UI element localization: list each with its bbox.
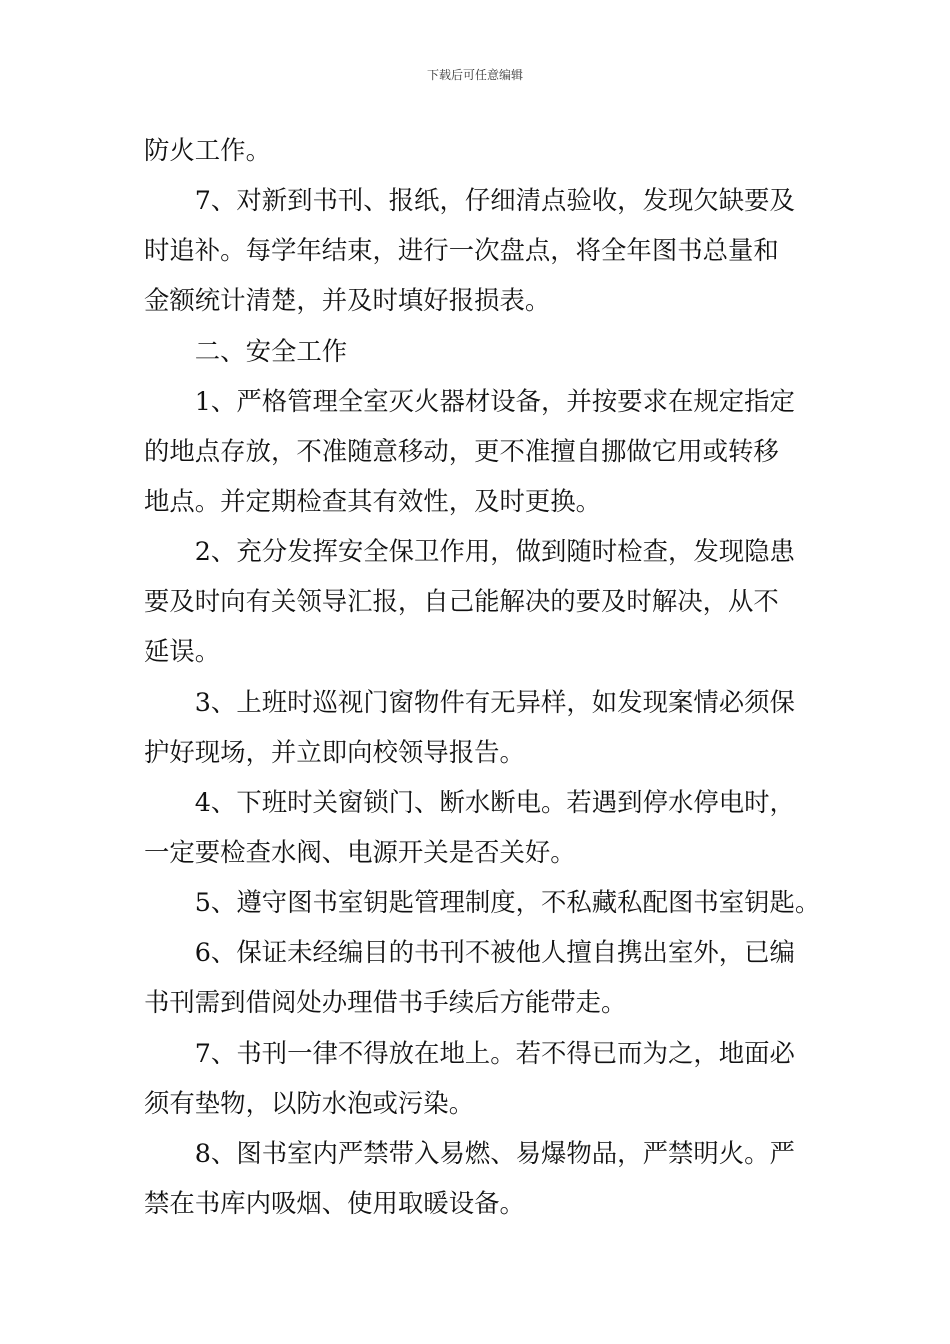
section-heading: 二、安全工作 bbox=[144, 336, 348, 366]
text-line: 7、对新到书刊、报纸，仔细清点验收，发现欠缺要及 bbox=[144, 185, 795, 215]
text-line: 3、上班时巡视门窗物件有无异样，如发现案情必须保 bbox=[144, 687, 795, 717]
text-line: 5、遵守图书室钥匙管理制度，不私藏私配图书室钥匙。 bbox=[144, 887, 821, 917]
text-line: 6、保证未经编目的书刊不被他人擅自携出室外，已编 bbox=[144, 937, 795, 967]
text-line: 延误。 bbox=[144, 636, 221, 666]
text-line: 1、严格管理全室灭火器材设备，并按要求在规定指定 bbox=[144, 386, 795, 416]
text-line: 2、充分发挥安全保卫作用，做到随时检查，发现隐患 bbox=[144, 536, 795, 566]
text-line: 金额统计清楚，并及时填好报损表。 bbox=[144, 285, 551, 315]
text-line: 防火工作。 bbox=[144, 135, 271, 165]
text-line: 书刊需到借阅处办理借书手续后方能带走。 bbox=[144, 987, 627, 1017]
text-line: 禁在书库内吸烟、使用取暖设备。 bbox=[144, 1188, 525, 1218]
text-line: 护好现场，并立即向校领导报告。 bbox=[144, 737, 525, 767]
text-line: 地点。并定期检查其有效性，及时更换。 bbox=[144, 486, 602, 516]
text-line: 4、下班时关窗锁门、断水断电。若遇到停水停电时， bbox=[144, 787, 795, 817]
text-line: 须有垫物，以防水泡或污染。 bbox=[144, 1088, 475, 1118]
text-line: 要及时向有关领导汇报，自己能解决的要及时解决，从不 bbox=[144, 586, 779, 616]
text-line: 的地点存放，不准随意移动，更不准擅自挪做它用或转移 bbox=[144, 436, 779, 466]
text-line: 7、书刊一律不得放在地上。若不得已而为之，地面必 bbox=[144, 1038, 795, 1068]
text-line: 8、图书室内严禁带入易燃、易爆物品，严禁明火。严 bbox=[144, 1138, 795, 1168]
text-line: 一定要检查水阀、电源开关是否关好。 bbox=[144, 837, 576, 867]
text-line: 时追补。每学年结束，进行一次盘点，将全年图书总量和 bbox=[144, 235, 779, 265]
page-header-note: 下载后可任意编辑 bbox=[426, 68, 523, 82]
